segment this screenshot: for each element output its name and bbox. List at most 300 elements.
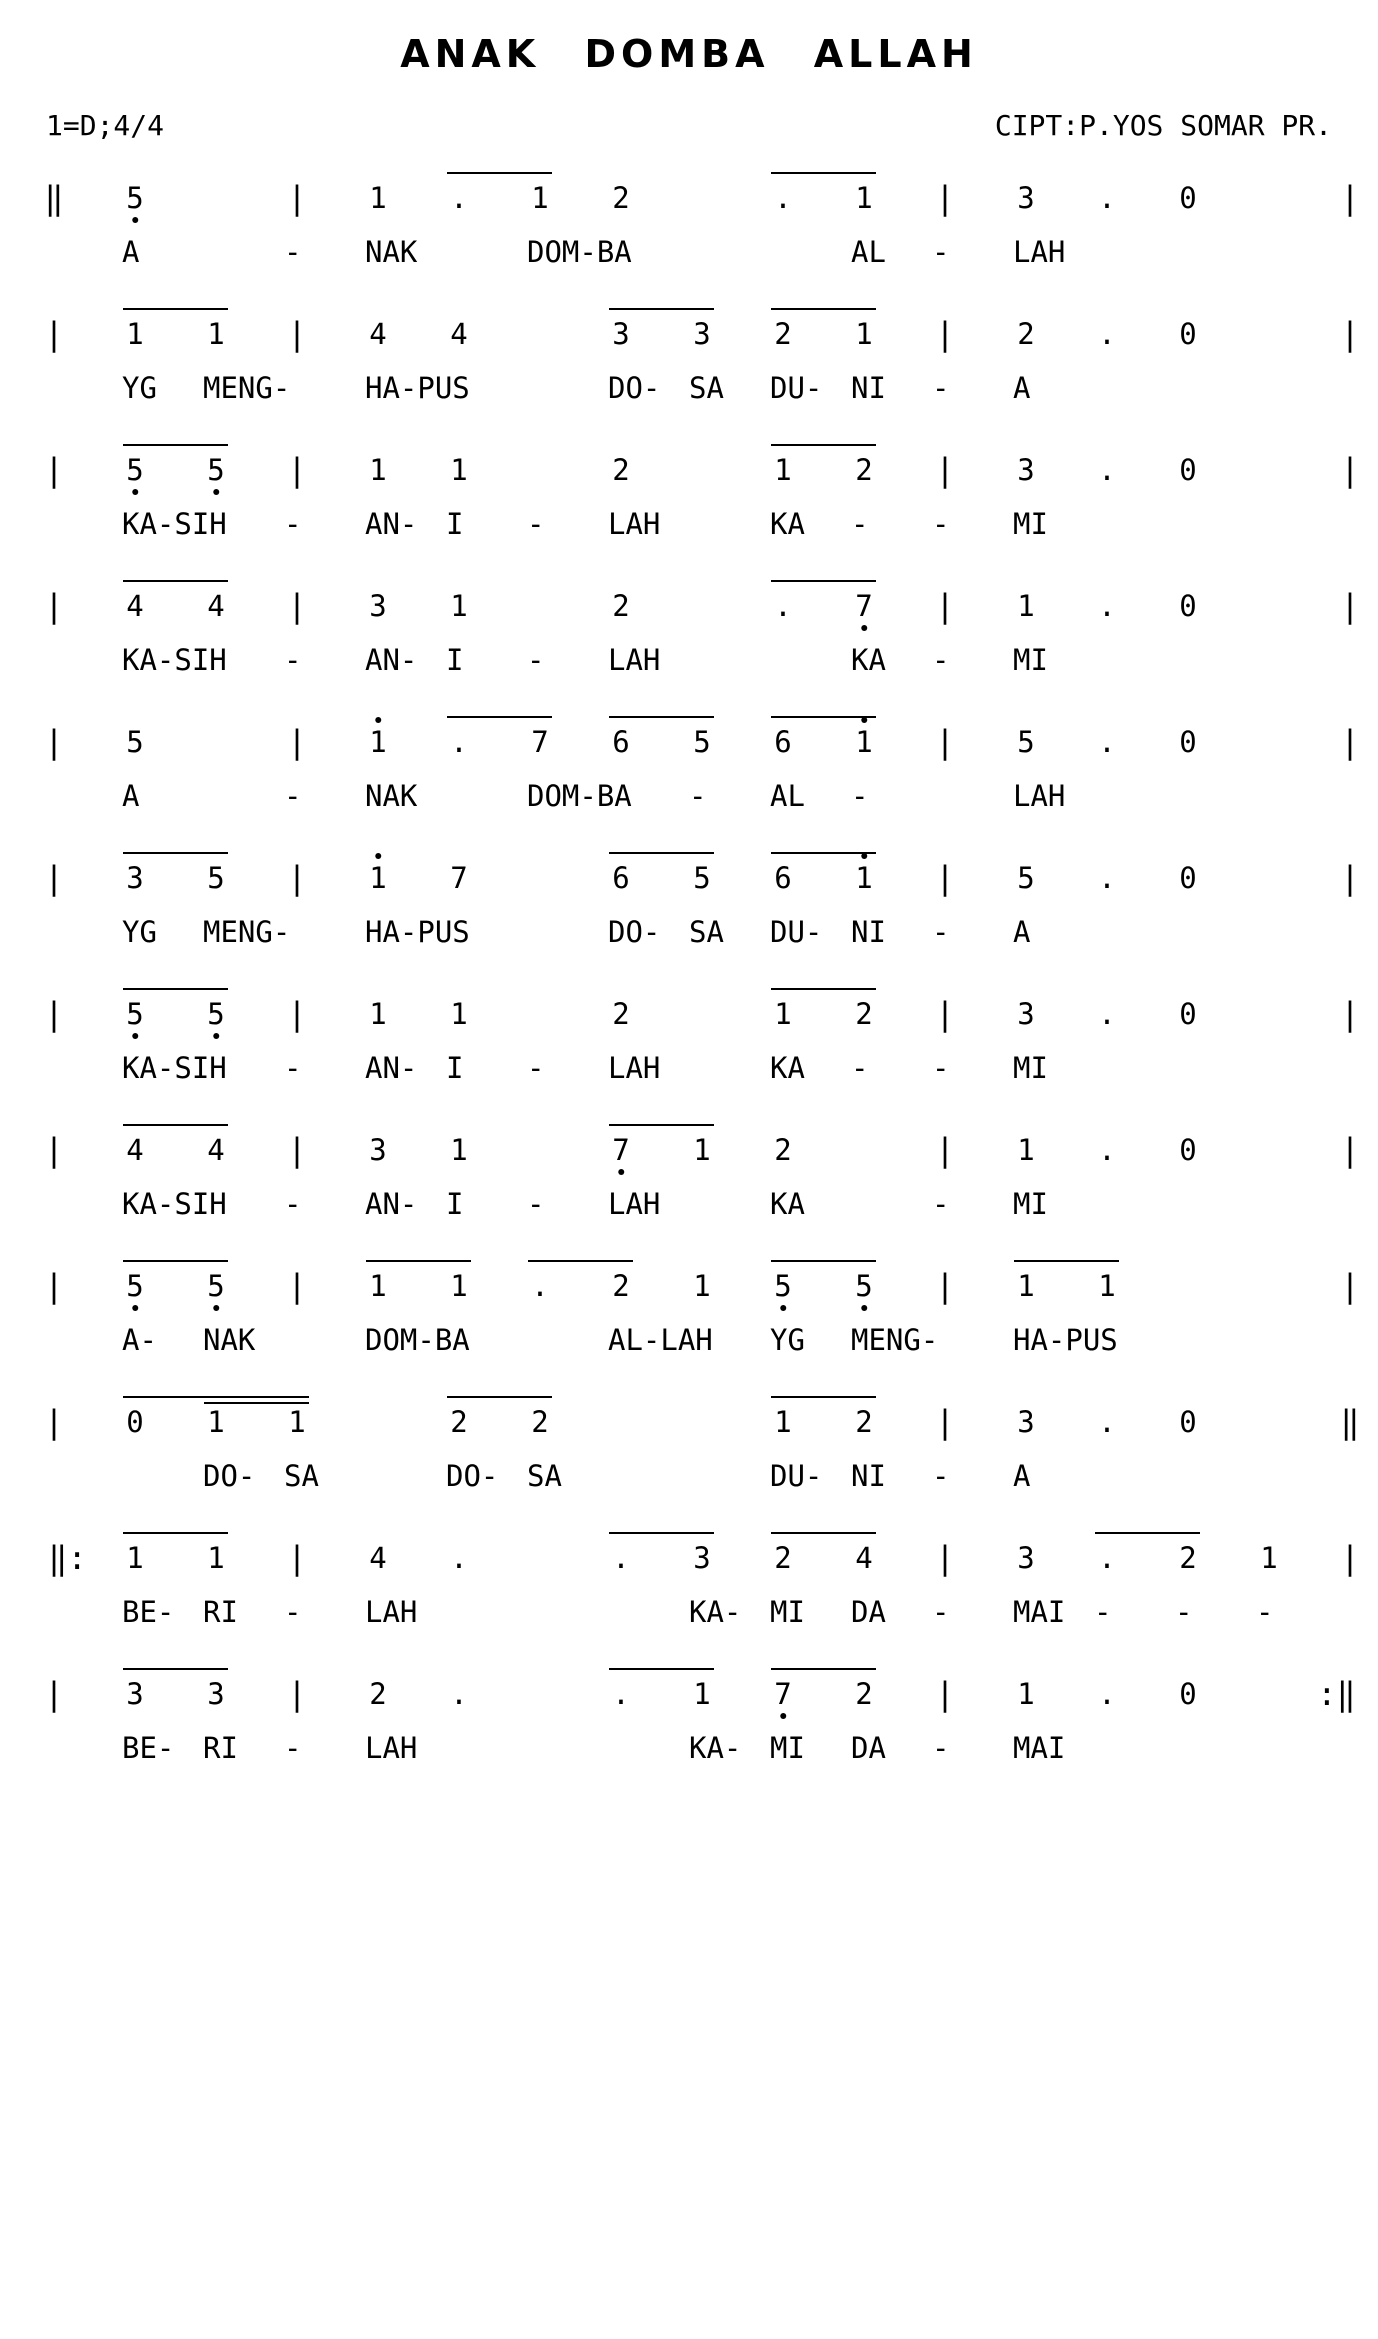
beam (447, 172, 552, 174)
system-5 (0, 722, 1378, 842)
barline: | (44, 315, 64, 353)
barline: | (935, 1675, 955, 1713)
note: 2 (855, 1677, 873, 1711)
lyric-syllable: AL (770, 779, 805, 813)
barline: | (44, 1403, 64, 1441)
beam (771, 716, 876, 718)
lyric-syllable: KA-SIH (122, 643, 227, 677)
barline: | (287, 1131, 307, 1169)
note: 3 (1017, 997, 1035, 1031)
lower-octave-dot (132, 489, 138, 495)
note: 3 (369, 1133, 387, 1167)
lyric-syllable: DU- (770, 1459, 823, 1493)
beam (366, 1260, 471, 1262)
lyric-syllable: - (284, 1187, 302, 1221)
beam (771, 1260, 876, 1262)
note: 1 (369, 858, 386, 898)
lyric-syllable: - (851, 779, 869, 813)
beam (771, 1532, 876, 1534)
note: 1 (855, 722, 872, 762)
note: . (1098, 589, 1116, 623)
lyric-syllable: YG (122, 915, 157, 949)
lyric-syllable: DO- (608, 915, 661, 949)
lower-octave-dot (132, 1305, 138, 1311)
lyric-syllable: - (932, 235, 950, 269)
beam (609, 308, 714, 310)
lyric-syllable: I (446, 1051, 464, 1085)
lyric-syllable: KA-SIH (122, 1051, 227, 1085)
lyric-syllable: MENG- (203, 371, 291, 405)
note: 2 (612, 453, 630, 487)
note: 3 (207, 1677, 225, 1711)
barline: | (287, 451, 307, 489)
barline: | (935, 723, 955, 761)
barline: | (287, 723, 307, 761)
system-11 (0, 1538, 1378, 1658)
note: . (612, 1677, 630, 1711)
beam (447, 716, 552, 718)
note: 6 (774, 725, 792, 759)
note: 2 (612, 997, 630, 1031)
note: 1 (855, 858, 872, 898)
system-2 (0, 314, 1378, 434)
note: 1 (369, 453, 387, 487)
note: . (774, 589, 792, 623)
beam (771, 1668, 876, 1670)
note: 7 (855, 586, 872, 626)
note: . (1098, 1133, 1116, 1167)
beam (123, 444, 228, 446)
barline: ‖: (48, 1539, 87, 1577)
upper-octave-dot (375, 853, 381, 859)
lyric-syllable: - (932, 643, 950, 677)
lyric-syllable: - (932, 371, 950, 405)
note: 0 (1179, 997, 1197, 1031)
lyric-syllable: - (932, 1187, 950, 1221)
note: 7 (531, 725, 549, 759)
note: . (774, 181, 792, 215)
beam (771, 444, 876, 446)
lyric-syllable: SA (689, 915, 724, 949)
note: 2 (531, 1405, 549, 1439)
note: . (1098, 181, 1116, 215)
system-8 (0, 1130, 1378, 1250)
note: 1 (369, 181, 387, 215)
note: 7 (450, 861, 468, 895)
lyric-syllable: DOM-BA (365, 1323, 470, 1357)
lyric-syllable: RI (203, 1595, 238, 1629)
beam (123, 1260, 228, 1262)
barline: | (1340, 1131, 1360, 1169)
barline: | (935, 1539, 955, 1577)
note: 5 (693, 725, 711, 759)
lyric-syllable: KA- (689, 1731, 742, 1765)
note: 3 (1017, 1405, 1035, 1439)
note: 1 (450, 453, 468, 487)
lyric-syllable: DOM-BA (527, 235, 632, 269)
note: 0 (1179, 725, 1197, 759)
barline: | (935, 1403, 955, 1441)
lyric-syllable: LAH (608, 1051, 661, 1085)
lyric-syllable: A (1013, 371, 1031, 405)
note: 5 (1017, 725, 1035, 759)
note: 2 (369, 1677, 387, 1711)
barline: | (44, 587, 64, 625)
lyric-syllable: AN- (365, 643, 418, 677)
note: 2 (774, 317, 792, 351)
lyric-syllable: LAH (1013, 235, 1066, 269)
beam (447, 1396, 552, 1398)
lower-octave-dot (213, 489, 219, 495)
barline: | (287, 1267, 307, 1305)
note: . (450, 1677, 468, 1711)
note: 0 (1179, 1405, 1197, 1439)
note: 2 (1017, 317, 1035, 351)
composer-credit: CIPT:P.YOS SOMAR PR. (994, 109, 1332, 142)
note: 1 (126, 317, 144, 351)
note: 4 (207, 589, 225, 623)
lyric-syllable: RI (203, 1731, 238, 1765)
note: 0 (1179, 1133, 1197, 1167)
barline: | (1340, 859, 1360, 897)
barline: | (287, 315, 307, 353)
lyric-syllable: A (1013, 1459, 1031, 1493)
barline: | (287, 179, 307, 217)
barline: | (287, 859, 307, 897)
lyric-syllable: NI (851, 371, 886, 405)
beam (771, 988, 876, 990)
lyric-syllable: YG (122, 371, 157, 405)
lyric-syllable: MI (770, 1595, 805, 1629)
lyric-syllable: A (122, 235, 140, 269)
lyric-syllable: - (932, 1051, 950, 1085)
lyric-syllable: SA (527, 1459, 562, 1493)
upper-octave-dot (375, 717, 381, 723)
beam (123, 1124, 228, 1126)
lyric-syllable: - (932, 915, 950, 949)
note: 3 (1017, 1541, 1035, 1575)
note: 5 (1017, 861, 1035, 895)
lyric-syllable: - (932, 507, 950, 541)
lyric-syllable: MI (1013, 507, 1048, 541)
note: 4 (126, 1133, 144, 1167)
system-12 (0, 1674, 1378, 1794)
note: 0 (1179, 181, 1197, 215)
lyric-syllable: DO- (608, 371, 661, 405)
lyric-syllable: - (932, 1731, 950, 1765)
note: 7 (612, 1130, 629, 1170)
note: 1 (450, 1269, 468, 1303)
lyric-syllable: MI (1013, 1051, 1048, 1085)
lyric-syllable: - (284, 507, 302, 541)
beam (609, 852, 714, 854)
lyric-syllable: DO- (203, 1459, 256, 1493)
note: 1 (531, 181, 549, 215)
note: 0 (1179, 453, 1197, 487)
lyric-syllable: MAI (1013, 1731, 1066, 1765)
note: 1 (1017, 589, 1035, 623)
note: 6 (612, 861, 630, 895)
note: 1 (369, 997, 387, 1031)
lyric-syllable: KA (770, 507, 805, 541)
note: . (1098, 997, 1116, 1031)
note: 1 (855, 317, 873, 351)
barline: | (1340, 995, 1360, 1033)
note: 1 (1098, 1269, 1116, 1303)
key-signature: 1=D;4/4 (46, 109, 165, 142)
lyric-syllable: KA (770, 1051, 805, 1085)
barline: | (44, 995, 64, 1033)
lyric-syllable: - (1256, 1595, 1274, 1629)
barline: | (44, 1675, 64, 1713)
lyric-syllable: NAK (365, 235, 418, 269)
barline: ‖ (44, 179, 64, 217)
beam (123, 1396, 309, 1398)
note: 1 (207, 1405, 225, 1439)
lyric-syllable: LAH (608, 643, 661, 677)
note: 2 (450, 1405, 468, 1439)
note: . (1098, 1541, 1116, 1575)
note: 1 (450, 589, 468, 623)
system-1 (0, 178, 1378, 298)
barline: | (935, 315, 955, 353)
barline: | (287, 1675, 307, 1713)
lyric-syllable: MI (1013, 1187, 1048, 1221)
note: 5 (855, 1266, 872, 1306)
lyric-syllable: - (527, 643, 545, 677)
note: . (1098, 317, 1116, 351)
lyric-syllable: - (851, 1051, 869, 1085)
note: 1 (774, 997, 792, 1031)
barline: | (1340, 587, 1360, 625)
note: 1 (693, 1677, 711, 1711)
note: 1 (693, 1269, 711, 1303)
lyric-syllable: KA-SIH (122, 1187, 227, 1221)
lyric-syllable: - (1094, 1595, 1112, 1629)
note: 5 (774, 1266, 791, 1306)
beam (123, 580, 228, 582)
lyric-syllable: MENG- (851, 1323, 939, 1357)
barline: | (935, 859, 955, 897)
note: 1 (1017, 1677, 1035, 1711)
note: 5 (693, 861, 711, 895)
note: 5 (207, 994, 224, 1034)
barline: | (1340, 723, 1360, 761)
system-9 (0, 1266, 1378, 1386)
note: 4 (126, 589, 144, 623)
lyric-syllable: - (284, 1051, 302, 1085)
lyric-syllable: NAK (365, 779, 418, 813)
lower-octave-dot (861, 625, 867, 631)
note: 3 (693, 1541, 711, 1575)
lyric-syllable: BE- (122, 1595, 175, 1629)
lyric-syllable: AL-LAH (608, 1323, 713, 1357)
barline: | (287, 995, 307, 1033)
beam (528, 1260, 633, 1262)
note: . (1098, 725, 1116, 759)
lyric-syllable: HA-PUS (365, 371, 470, 405)
barline: | (1340, 451, 1360, 489)
beam (123, 1668, 228, 1670)
lyric-syllable: LAH (365, 1595, 418, 1629)
note: 1 (288, 1405, 306, 1439)
note: 2 (855, 453, 873, 487)
note: 4 (450, 317, 468, 351)
lyric-syllable: DU- (770, 371, 823, 405)
note: 1 (1017, 1133, 1035, 1167)
barline: | (287, 587, 307, 625)
barline: | (935, 451, 955, 489)
lyric-syllable: AN- (365, 1187, 418, 1221)
beam (609, 1124, 714, 1126)
lower-octave-dot (132, 217, 138, 223)
barline: | (44, 1131, 64, 1169)
lyric-syllable: - (527, 507, 545, 541)
beam (123, 988, 228, 990)
note: 1 (207, 317, 225, 351)
note: 3 (126, 861, 144, 895)
note: . (1098, 1677, 1116, 1711)
lyric-syllable: - (932, 1459, 950, 1493)
beam (771, 172, 876, 174)
lyric-syllable: A (1013, 915, 1031, 949)
lyric-syllable: DA (851, 1731, 886, 1765)
lyric-syllable: - (284, 1595, 302, 1629)
note: 5 (207, 450, 224, 490)
note: 1 (855, 181, 873, 215)
note: 4 (369, 317, 387, 351)
note: . (450, 725, 468, 759)
note: 5 (126, 994, 143, 1034)
barline: | (1340, 1539, 1360, 1577)
beam (123, 308, 228, 310)
lyric-syllable: AN- (365, 1051, 418, 1085)
lyric-syllable: DA (851, 1595, 886, 1629)
note: 1 (774, 1405, 792, 1439)
lyric-syllable: BE- (122, 1731, 175, 1765)
beam (771, 852, 876, 854)
lyric-syllable: HA-PUS (1013, 1323, 1118, 1357)
lyric-syllable: DOM-BA (527, 779, 632, 813)
lyric-syllable: - (527, 1051, 545, 1085)
note: 2 (855, 1405, 873, 1439)
note: 1 (450, 1133, 468, 1167)
lyric-syllable: LAH (1013, 779, 1066, 813)
beam (123, 1532, 228, 1534)
note: 3 (126, 1677, 144, 1711)
lyric-syllable: KA- (689, 1595, 742, 1629)
barline: | (44, 1267, 64, 1305)
lyric-syllable: - (284, 235, 302, 269)
barline: | (44, 451, 64, 489)
note: 1 (207, 1541, 225, 1575)
note: 3 (1017, 453, 1035, 487)
lyric-syllable: - (284, 643, 302, 677)
system-10 (0, 1402, 1378, 1522)
lyric-syllable: DU- (770, 915, 823, 949)
lyric-syllable: - (932, 1595, 950, 1629)
barline: | (935, 1267, 955, 1305)
note: 2 (774, 1133, 792, 1167)
barline: | (44, 859, 64, 897)
note: 6 (612, 725, 630, 759)
note: 0 (1179, 1677, 1197, 1711)
barline: | (935, 1131, 955, 1169)
note: 2 (612, 181, 630, 215)
lower-octave-dot (213, 1033, 219, 1039)
lyric-syllable: KA (851, 643, 886, 677)
lower-octave-dot (618, 1169, 624, 1175)
lower-octave-dot (213, 1305, 219, 1311)
note: 5 (207, 861, 225, 895)
barline: | (935, 179, 955, 217)
note: 2 (1179, 1541, 1197, 1575)
note: 4 (207, 1133, 225, 1167)
note: . (450, 1541, 468, 1575)
note: 6 (774, 861, 792, 895)
note: 3 (369, 589, 387, 623)
lyric-syllable: AL (851, 235, 886, 269)
note: 2 (774, 1541, 792, 1575)
lyric-syllable: LAH (608, 507, 661, 541)
barline: | (1340, 179, 1360, 217)
barline: | (935, 587, 955, 625)
lyric-syllable: I (446, 507, 464, 541)
note: 0 (1179, 317, 1197, 351)
lyric-syllable: KA (770, 1187, 805, 1221)
note: 5 (126, 725, 144, 759)
system-4 (0, 586, 1378, 706)
note: 0 (1179, 861, 1197, 895)
note: 2 (612, 1269, 630, 1303)
barline: | (1340, 1267, 1360, 1305)
lyric-syllable: HA-PUS (365, 915, 470, 949)
note: 1 (450, 997, 468, 1031)
lyric-syllable: MENG- (203, 915, 291, 949)
note: 5 (126, 450, 143, 490)
lyric-syllable: I (446, 643, 464, 677)
beam (771, 308, 876, 310)
note: 1 (369, 722, 386, 762)
lyric-syllable: LAH (365, 1731, 418, 1765)
lyric-syllable: SA (284, 1459, 319, 1493)
lower-octave-dot (780, 1713, 786, 1719)
beam (609, 1668, 714, 1670)
beam (609, 1532, 714, 1534)
note: 1 (369, 1269, 387, 1303)
note: 0 (1179, 589, 1197, 623)
lyric-syllable: A- (122, 1323, 157, 1357)
beam-double (204, 1402, 309, 1404)
note: 0 (126, 1405, 144, 1439)
lyric-syllable: NAK (203, 1323, 256, 1357)
note: . (1098, 453, 1116, 487)
note: . (612, 1541, 630, 1575)
note: 5 (126, 1266, 143, 1306)
note: . (450, 181, 468, 215)
lyric-syllable: MI (770, 1731, 805, 1765)
lower-octave-dot (132, 1033, 138, 1039)
barline: ‖ (1340, 1403, 1360, 1441)
note: 7 (774, 1674, 791, 1714)
note: 1 (1017, 1269, 1035, 1303)
note: 3 (693, 317, 711, 351)
beam (123, 852, 228, 854)
beam (1095, 1532, 1200, 1534)
beam (771, 580, 876, 582)
lyric-syllable: - (284, 779, 302, 813)
lyric-syllable: YG (770, 1323, 805, 1357)
